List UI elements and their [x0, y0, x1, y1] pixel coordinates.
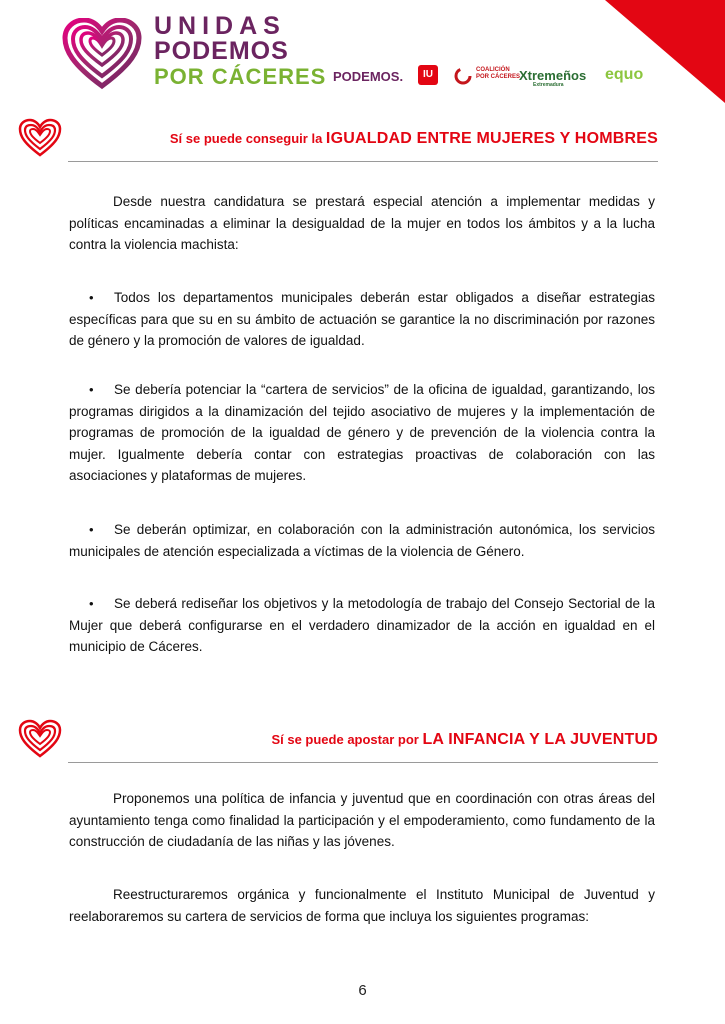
coalicion-line2: POR CÁCERES — [476, 74, 521, 80]
section-title-prefix: Sí se puede conseguir la — [169, 131, 326, 146]
heart-icon — [18, 118, 62, 158]
bullet-text: Se deberá rediseñar los objetivos y la metodología de trabajo del Consejo Sectorial de la Mujer que deberá configurarse en el verdadero dinamizador de la acción en igualdad en el municipio de Cáceres. — [69, 596, 655, 654]
section-rule — [68, 762, 658, 763]
section-title — [170, 130, 658, 148]
equo-logo: equo — [605, 66, 644, 83]
iu-logo: IU — [418, 65, 438, 85]
logo-line2: PODEMOS — [154, 37, 289, 65]
bullet-text: Se deberán optimizar, en colaboración con la administración autonómica, los servicios municipales de atención especializada a víctimas de la violencia de Género. — [69, 522, 655, 559]
coalicion-line1: COALICIÓN — [476, 67, 510, 73]
page-number: 6 — [358, 982, 367, 999]
logo-wordmark — [154, 14, 326, 89]
logo-line3: POR CÁCERES — [154, 64, 327, 89]
section-title — [271, 731, 658, 749]
bullet-text: Se debería potenciar la “cartera de servicios” de la oficina de igualdad, garantizando, los programas dirigidos a la dinamización del tejido asociativo de mujeres y la implementación de programas de promoción de la igualdad de género y de prevención de la violencia contra la mujer. Igualmente debería contar con estrategias proactivas de colaboración con las asociaciones y plataformas de mujeres. — [69, 382, 655, 483]
section-rule — [68, 161, 658, 162]
bullet-item — [69, 593, 655, 658]
section-title-emphasis: IGUALDAD ENTRE MUJERES Y HOMBRES — [325, 130, 658, 147]
extremenos-subtitle: Extremadura — [533, 82, 564, 88]
bullet-dot: • — [89, 382, 94, 397]
intro-paragraph: Desde nuestra candidatura se prestará especial atención a implementar medidas y políticas encaminadas a eliminar la desigualdad de la mujer en todos los ámbitos y a la lucha contra la violencia machista: — [69, 194, 655, 252]
section-header-igualdad — [18, 118, 658, 162]
paragraph-infancia-2: Reestructuraremos orgánica y funcionalmente el Instituto Municipal de Juventud y reelaboraremos su cartera de servicios de forma que incluya los siguientes programas: — [69, 887, 655, 924]
bullet-dot: • — [89, 596, 94, 611]
bullet-item — [69, 287, 655, 352]
bullet-item — [69, 379, 655, 487]
bullet-item — [69, 519, 655, 562]
section-title-prefix: Sí se puede apostar por — [271, 732, 423, 747]
podemos-logo: PODEMOS. — [333, 69, 404, 84]
heart-logo-icon — [62, 18, 142, 90]
section-title-emphasis: LA INFANCIA Y LA JUVENTUD — [422, 731, 658, 748]
bullet-text: Todos los departamentos municipales deberán estar obligados a diseñar estrategias específicas para que su en su ámbito de actuación se garantice la no discriminación por razones de género y la promoción de valores de igualdad. — [69, 290, 655, 348]
paragraph-infancia-1: Proponemos una política de infancia y juventud que en coordinación con otras áreas del ayuntamiento tenga como finalidad la participación y el empoderamiento, como fundamento de la construcción de ciudadanía de las niñas y las jóvenes. — [69, 791, 655, 849]
bullet-dot: • — [89, 290, 94, 305]
coalicion-logo — [476, 67, 520, 81]
coalicion-swirl-icon — [453, 66, 473, 86]
corner-red-triangle — [605, 0, 725, 103]
section-header-infancia — [18, 719, 658, 763]
bullet-dot: • — [89, 522, 94, 537]
heart-icon — [18, 719, 62, 759]
extremenos-logo: Xtremeños — [519, 68, 587, 83]
logo-line1: UNIDAS — [154, 12, 286, 40]
